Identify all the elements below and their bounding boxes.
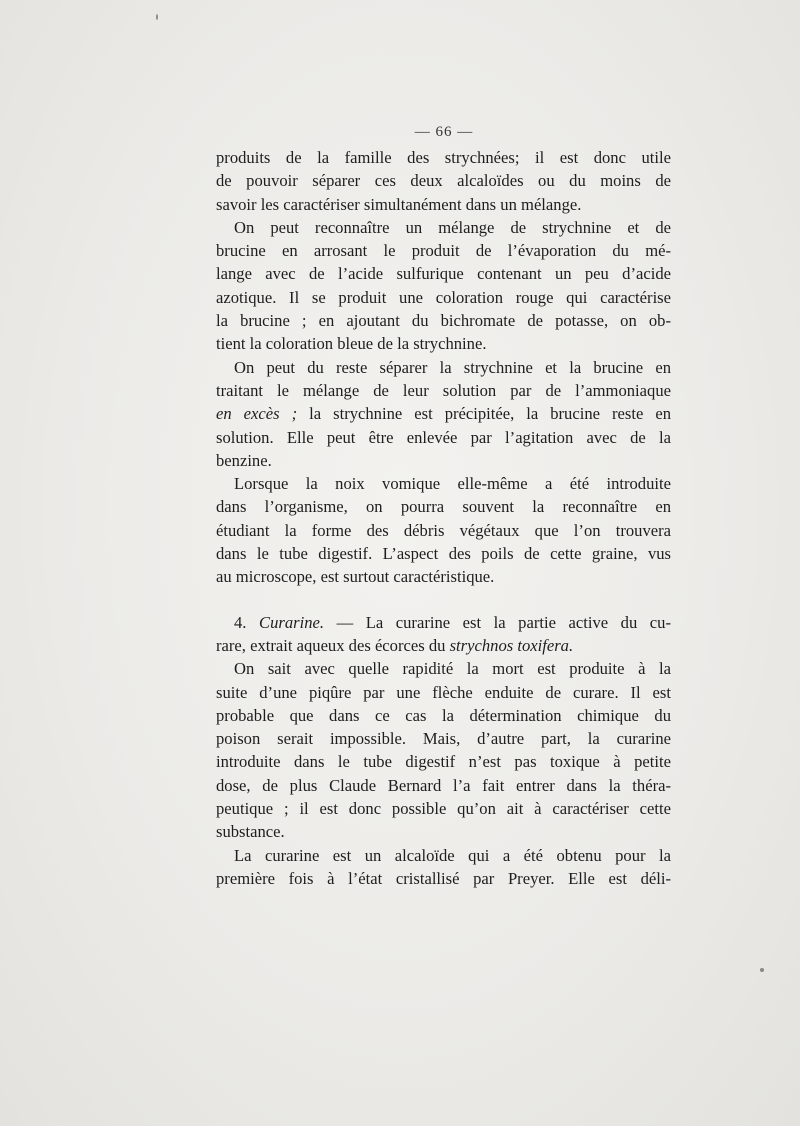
text-line: peutique ; il est donc possible qu’on ait à caractériser cette — [216, 799, 671, 819]
text-line: On peut reconnaître un mélange de strychnine et de — [234, 217, 671, 237]
text-line: lange avec de l’acide sulfurique contenant un peu d’acide — [216, 264, 671, 284]
text-line: dans le tube digestif. L’aspect des poils de cette graine, vus — [216, 544, 671, 564]
scan-speck — [760, 968, 764, 972]
italic-phrase: en excès ; — [216, 404, 298, 424]
section-number: 4. — [234, 612, 247, 632]
text-line: première fois à l’état cristallisé par Preyer. Elle est déli- — [216, 868, 671, 888]
text-line: traitant le mélange de leur solution par de l’ammoniaque — [216, 380, 671, 400]
text-line: au microscope, est surtout caractéristique. — [216, 567, 495, 587]
section-gap — [216, 589, 671, 611]
page-number: — 66 — — [414, 124, 474, 140]
text-line: On peut du reste séparer la strychnine et la brucine en — [234, 357, 671, 377]
text-line: substance. — [216, 822, 285, 842]
text-line: la brucine ; en ajoutant du bichromate de potasse, on ob- — [216, 311, 671, 331]
text-line: poison serait impossible. Mais, d’autre part, la curarine — [216, 729, 671, 749]
text-line: La curarine est un alcaloïde qui a été obtenu pour la — [234, 845, 671, 865]
text-line: étudiant la forme des débris végétaux que l’on trouvera — [216, 520, 671, 540]
text-line: azotique. Il se produit une coloration rouge qui caractérise — [216, 287, 671, 307]
text-line: dans l’organisme, on pourra souvent la reconnaître en — [216, 497, 671, 517]
text-line — [216, 634, 671, 657]
text-line: On sait avec quelle rapidité la mort est produite à la — [234, 659, 671, 679]
section-title: Curarine. — [259, 612, 325, 632]
text-line-rest: la strychnine est précipitée, la brucine reste en — [309, 404, 671, 424]
text-line: dose, de plus Claude Bernard l’a fait entrer dans la théra- — [216, 775, 671, 795]
text-line: solution. Elle peut être enlevée par l’agitation avec de la — [216, 427, 671, 447]
text-line: tient la coloration bleue de la strychnine. — [216, 334, 487, 354]
text-line: savoir les caractériser simultanément dans un mélange. — [216, 194, 582, 214]
text-line: introduite dans le tube digestif n’est pas toxique à petite — [216, 752, 671, 772]
text-line: de pouvoir séparer ces deux alcaloïdes ou du moins de — [216, 171, 671, 191]
species-name: strychnos toxifera. — [449, 635, 574, 655]
text-line: produits de la famille des strychnées; il est donc utile — [216, 148, 671, 167]
scan-speck — [156, 14, 158, 20]
text-line — [216, 402, 671, 425]
text-line: Lorsque la noix vomique elle-même a été introduite — [234, 474, 671, 494]
text-line: suite d’une piqûre par une flèche enduite de curare. Il est — [216, 682, 671, 702]
text-line-start: rare, extrait aqueux des écorces du — [216, 635, 446, 655]
text-line: benzine. — [216, 450, 272, 470]
text-line-rest: — La curarine est la partie active du cu- — [336, 612, 672, 632]
body-text — [216, 146, 671, 890]
text-line: brucine en arrosant le produit de l’évaporation du mé- — [216, 241, 671, 261]
text-line: probable que dans ce cas la détermination chimique du — [216, 705, 671, 725]
section-heading-line — [216, 611, 671, 634]
